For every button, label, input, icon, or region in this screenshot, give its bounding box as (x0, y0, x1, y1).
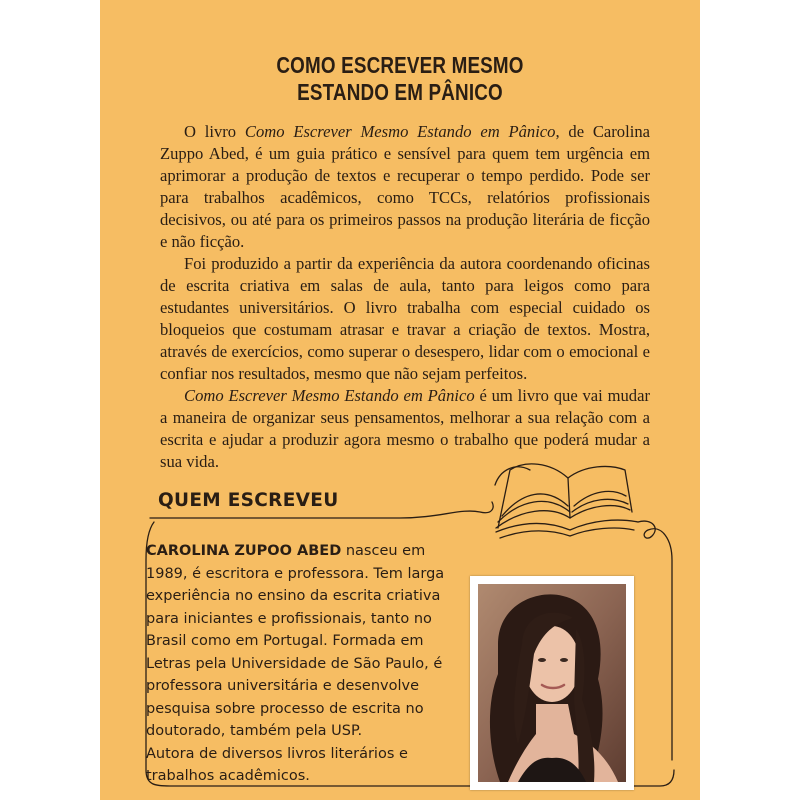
author-bio-paragraph-2: Autora de diversos livros literários e trabalhos acadêmicos. (146, 745, 408, 784)
description-p3-suffix: é um livro que vai mudar a maneira de organizar seus pensamentos, melhorar a sua relação com a escrita e ajudar a produzir agora mesmo o trabalho que poderá mudar a sua vida. (160, 386, 650, 471)
author-portrait-image (478, 584, 626, 782)
description-p1-suffix: , de Carolina Zuppo Abed, é um guia prático e sensível para quem tem urgência em aprimorar a produção de textos e recuperar o tempo perdido. Pode ser para trabalhos acadêmicos, como TCCs, relatórios profissionais decisivos, ou até para os primeiros passos na produção literária de ficção e não ficção. (160, 122, 650, 251)
book-title-line-1: COMO ESCREVER MESMO (276, 52, 524, 78)
author-bio-text-1: nasceu em 1989, é escritora e professora. Tem larga experiência no ensino da escrita criativa para iniciantes e profissionais, tanto no Brasil como em Portugal. Formada em Letras pela Universidade de São Paulo, é professora universitária e desenvolve pesquisa sobre processo de escrita no doutorado, também pela USP. (146, 543, 445, 739)
author-section-heading: QUEM ESCREVEU (158, 490, 339, 511)
description-paragraph-3 (160, 385, 650, 473)
author-photo-frame (470, 576, 634, 790)
description-paragraph-1 (160, 121, 650, 253)
author-photo (478, 584, 626, 782)
book-title (154, 52, 646, 106)
description-paragraph-2: Foi produzido a partir da experiência da autora coordenando oficinas de escrita criativa em salas de aula, tanto para leigos como para estudantes universitários. O livro trabalha com especial cuidado os bloqueios que costumam atrasar e travar a criação de textos. Mostra, através de exercícios, como superar o desespero, lidar com o emocional e confiar nos resultados, mesmo que não sejam perfeitos. (160, 254, 650, 383)
book-title-line-2: ESTANDO EM PÂNICO (297, 79, 503, 105)
book-description (160, 121, 650, 473)
book-back-cover (100, 0, 700, 800)
author-name: CAROLINA ZUPOO ABED (146, 543, 342, 559)
author-bio (146, 540, 466, 788)
description-p1-prefix: O livro (184, 122, 245, 141)
author-bio-paragraph-1 (146, 540, 466, 743)
description-p3-book-title: Como Escrever Mesmo Estando em Pânico (184, 386, 475, 405)
description-p1-book-title: Como Escrever Mesmo Estando em Pânico (244, 122, 556, 141)
